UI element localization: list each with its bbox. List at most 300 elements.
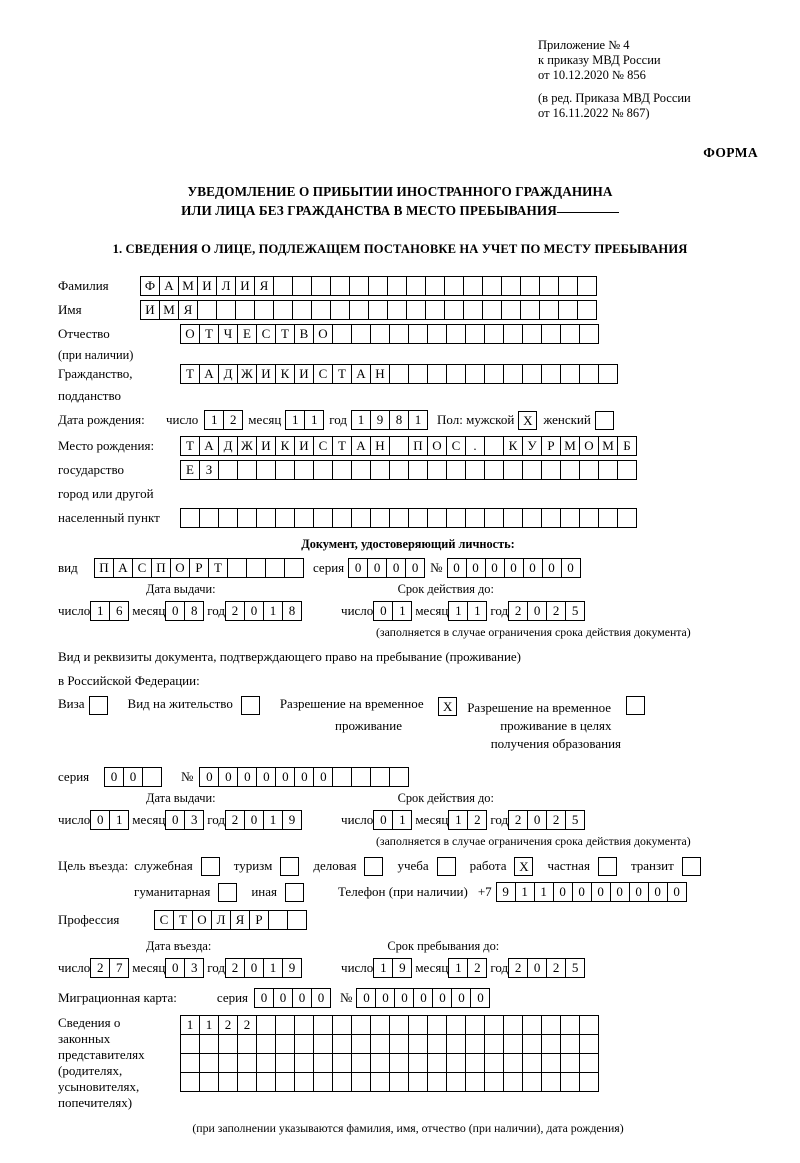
cell[interactable]: 2 bbox=[467, 810, 487, 830]
cell[interactable] bbox=[256, 460, 276, 480]
legal-rep-grid[interactable] bbox=[180, 1015, 598, 1091]
cell[interactable] bbox=[465, 460, 485, 480]
birthdate-year-input[interactable] bbox=[351, 410, 427, 430]
cell[interactable] bbox=[370, 508, 390, 528]
cell[interactable] bbox=[541, 1015, 561, 1035]
cell[interactable]: 2 bbox=[546, 601, 566, 621]
cell[interactable] bbox=[349, 300, 369, 320]
cell[interactable]: П bbox=[408, 436, 428, 456]
cell[interactable] bbox=[292, 276, 312, 296]
cell[interactable] bbox=[558, 276, 578, 296]
doc-number-input[interactable] bbox=[447, 558, 580, 578]
cell[interactable] bbox=[577, 276, 597, 296]
cell[interactable]: С bbox=[313, 364, 333, 384]
cell[interactable] bbox=[446, 460, 466, 480]
cell[interactable] bbox=[408, 460, 428, 480]
cell[interactable]: И bbox=[235, 276, 255, 296]
cell[interactable]: 9 bbox=[496, 882, 516, 902]
cell[interactable]: Р bbox=[189, 558, 209, 578]
cell[interactable] bbox=[465, 324, 485, 344]
cell[interactable] bbox=[351, 1072, 371, 1092]
cell[interactable] bbox=[199, 1034, 219, 1054]
patronymic-input[interactable] bbox=[180, 324, 598, 344]
cell[interactable] bbox=[273, 276, 293, 296]
cell[interactable]: М bbox=[598, 436, 618, 456]
cell[interactable] bbox=[351, 1053, 371, 1073]
name-input[interactable] bbox=[140, 300, 596, 320]
stay-valid-day-input[interactable] bbox=[373, 810, 411, 830]
cell[interactable] bbox=[294, 1072, 314, 1092]
cell[interactable]: 1 bbox=[109, 810, 129, 830]
cell[interactable]: 8 bbox=[282, 601, 302, 621]
cell[interactable] bbox=[522, 324, 542, 344]
cell[interactable] bbox=[427, 508, 447, 528]
cell[interactable]: 0 bbox=[165, 810, 185, 830]
cell[interactable] bbox=[579, 324, 599, 344]
cell[interactable]: Я bbox=[178, 300, 198, 320]
cell[interactable] bbox=[541, 460, 561, 480]
cell[interactable]: Е bbox=[180, 460, 200, 480]
cell[interactable] bbox=[446, 1015, 466, 1035]
cell[interactable] bbox=[389, 324, 409, 344]
cell[interactable] bbox=[463, 300, 483, 320]
cell[interactable] bbox=[541, 324, 561, 344]
cell[interactable]: 0 bbox=[527, 810, 547, 830]
cell[interactable] bbox=[465, 1072, 485, 1092]
cell[interactable] bbox=[389, 767, 409, 787]
cell[interactable]: Ф bbox=[140, 276, 160, 296]
cell[interactable] bbox=[180, 508, 200, 528]
cell[interactable] bbox=[351, 1015, 371, 1035]
cell[interactable] bbox=[370, 460, 390, 480]
cell[interactable]: 2 bbox=[508, 810, 528, 830]
cell[interactable] bbox=[370, 324, 390, 344]
purpose-checkbox-5[interactable] bbox=[598, 857, 617, 876]
cell[interactable]: О bbox=[313, 324, 333, 344]
cell[interactable]: 1 bbox=[263, 810, 283, 830]
cell[interactable] bbox=[273, 300, 293, 320]
cell[interactable]: А bbox=[199, 436, 219, 456]
cell[interactable]: 2 bbox=[546, 958, 566, 978]
cell[interactable]: С bbox=[313, 436, 333, 456]
cell[interactable]: Т bbox=[180, 364, 200, 384]
cell[interactable] bbox=[520, 276, 540, 296]
cell[interactable] bbox=[237, 1072, 257, 1092]
cell[interactable]: 1 bbox=[392, 601, 412, 621]
cell[interactable] bbox=[465, 364, 485, 384]
cell[interactable]: К bbox=[503, 436, 523, 456]
legal-rep-row[interactable] bbox=[180, 1072, 598, 1092]
cell[interactable] bbox=[370, 1034, 390, 1054]
cell[interactable] bbox=[275, 460, 295, 480]
cell[interactable] bbox=[313, 1072, 333, 1092]
cell[interactable] bbox=[256, 1034, 276, 1054]
cell[interactable]: В bbox=[294, 324, 314, 344]
cell[interactable] bbox=[425, 276, 445, 296]
cell[interactable]: 0 bbox=[648, 882, 668, 902]
cell[interactable] bbox=[446, 364, 466, 384]
cell[interactable]: 1 bbox=[373, 958, 393, 978]
cell[interactable]: О bbox=[579, 436, 599, 456]
cell[interactable] bbox=[227, 558, 247, 578]
cell[interactable] bbox=[427, 460, 447, 480]
stay-until-day-input[interactable] bbox=[373, 958, 411, 978]
cell[interactable] bbox=[275, 1015, 295, 1035]
cell[interactable] bbox=[503, 1034, 523, 1054]
cell[interactable]: 1 bbox=[534, 882, 554, 902]
cell[interactable]: 1 bbox=[351, 410, 371, 430]
cell[interactable] bbox=[406, 276, 426, 296]
cell[interactable] bbox=[501, 300, 521, 320]
cell[interactable] bbox=[617, 508, 637, 528]
doc-valid-year-input[interactable] bbox=[508, 601, 584, 621]
cell[interactable]: Я bbox=[230, 910, 250, 930]
cell[interactable]: Я bbox=[254, 276, 274, 296]
cell[interactable] bbox=[330, 300, 350, 320]
cell[interactable] bbox=[287, 910, 307, 930]
cell[interactable] bbox=[237, 1034, 257, 1054]
purpose-checkbox-2[interactable] bbox=[364, 857, 383, 876]
cell[interactable]: Т bbox=[180, 436, 200, 456]
cell[interactable]: И bbox=[256, 436, 276, 456]
cell[interactable] bbox=[465, 1015, 485, 1035]
cell[interactable] bbox=[408, 1034, 428, 1054]
cell[interactable] bbox=[539, 276, 559, 296]
cell[interactable]: 0 bbox=[375, 988, 395, 1008]
cell[interactable] bbox=[265, 558, 285, 578]
cell[interactable] bbox=[427, 324, 447, 344]
cell[interactable] bbox=[389, 1072, 409, 1092]
cell[interactable] bbox=[292, 300, 312, 320]
cell[interactable]: 1 bbox=[199, 1015, 219, 1035]
cell[interactable] bbox=[598, 508, 618, 528]
cell[interactable] bbox=[579, 1034, 599, 1054]
cell[interactable] bbox=[256, 508, 276, 528]
cell[interactable] bbox=[313, 1034, 333, 1054]
cell[interactable] bbox=[408, 324, 428, 344]
cell[interactable]: 0 bbox=[104, 767, 124, 787]
cell[interactable] bbox=[256, 1072, 276, 1092]
cell[interactable]: А bbox=[199, 364, 219, 384]
cell[interactable] bbox=[218, 460, 238, 480]
cell[interactable] bbox=[579, 364, 599, 384]
cell[interactable] bbox=[598, 460, 618, 480]
cell[interactable] bbox=[560, 1034, 580, 1054]
cell[interactable] bbox=[408, 508, 428, 528]
cell[interactable] bbox=[408, 1015, 428, 1035]
cell[interactable] bbox=[522, 1053, 542, 1073]
cell[interactable] bbox=[503, 364, 523, 384]
cell[interactable]: И bbox=[140, 300, 160, 320]
cell[interactable] bbox=[275, 508, 295, 528]
cell[interactable] bbox=[351, 508, 371, 528]
cell[interactable]: П bbox=[151, 558, 171, 578]
cell[interactable] bbox=[180, 1072, 200, 1092]
cell[interactable] bbox=[484, 1072, 504, 1092]
cell[interactable]: З bbox=[199, 460, 219, 480]
cell[interactable]: Д bbox=[218, 364, 238, 384]
cell[interactable]: О bbox=[170, 558, 190, 578]
cell[interactable]: 0 bbox=[256, 767, 276, 787]
cell[interactable] bbox=[235, 300, 255, 320]
cell[interactable]: Ч bbox=[218, 324, 238, 344]
cell[interactable] bbox=[351, 767, 371, 787]
cell[interactable]: 5 bbox=[565, 958, 585, 978]
cell[interactable]: Р bbox=[249, 910, 269, 930]
cell[interactable] bbox=[427, 1053, 447, 1073]
stay-valid-month-input[interactable] bbox=[448, 810, 486, 830]
cell[interactable] bbox=[199, 1072, 219, 1092]
cell[interactable]: 1 bbox=[515, 882, 535, 902]
cell[interactable]: 0 bbox=[254, 988, 274, 1008]
cell[interactable] bbox=[216, 300, 236, 320]
cell[interactable]: 0 bbox=[123, 767, 143, 787]
cell[interactable]: 9 bbox=[392, 958, 412, 978]
doc-issue-day-input[interactable] bbox=[90, 601, 128, 621]
cell[interactable]: Т bbox=[208, 558, 228, 578]
cell[interactable]: 0 bbox=[311, 988, 331, 1008]
stay-issue-day-input[interactable] bbox=[90, 810, 128, 830]
cell[interactable] bbox=[294, 460, 314, 480]
stay-valid-year-input[interactable] bbox=[508, 810, 584, 830]
cell[interactable] bbox=[332, 1053, 352, 1073]
cell[interactable]: 0 bbox=[386, 558, 406, 578]
cell[interactable]: 2 bbox=[90, 958, 110, 978]
cell[interactable]: 1 bbox=[448, 958, 468, 978]
cell[interactable] bbox=[332, 1015, 352, 1035]
cell[interactable] bbox=[268, 910, 288, 930]
cell[interactable] bbox=[560, 1015, 580, 1035]
cell[interactable]: М bbox=[159, 300, 179, 320]
cell[interactable] bbox=[332, 508, 352, 528]
cell[interactable] bbox=[560, 508, 580, 528]
cell[interactable] bbox=[370, 1072, 390, 1092]
cell[interactable]: 0 bbox=[165, 958, 185, 978]
cell[interactable] bbox=[560, 1072, 580, 1092]
purpose-checkbox-1[interactable] bbox=[280, 857, 299, 876]
cell[interactable] bbox=[484, 436, 504, 456]
cell[interactable] bbox=[465, 1034, 485, 1054]
cell[interactable]: 0 bbox=[527, 958, 547, 978]
stay-number-input[interactable] bbox=[199, 767, 408, 787]
cell[interactable] bbox=[370, 767, 390, 787]
cell[interactable]: 9 bbox=[282, 958, 302, 978]
cell[interactable]: Н bbox=[370, 436, 390, 456]
cell[interactable]: М bbox=[178, 276, 198, 296]
cell[interactable] bbox=[503, 1072, 523, 1092]
cell[interactable] bbox=[444, 276, 464, 296]
cell[interactable] bbox=[389, 1053, 409, 1073]
cell[interactable]: 1 bbox=[304, 410, 324, 430]
cell[interactable] bbox=[406, 300, 426, 320]
cell[interactable] bbox=[579, 508, 599, 528]
cell[interactable] bbox=[444, 300, 464, 320]
cell[interactable]: К bbox=[275, 436, 295, 456]
cell[interactable] bbox=[503, 1053, 523, 1073]
doc-type-input[interactable] bbox=[94, 558, 303, 578]
cell[interactable] bbox=[484, 460, 504, 480]
stay-until-month-input[interactable] bbox=[448, 958, 486, 978]
cell[interactable]: 0 bbox=[356, 988, 376, 1008]
cell[interactable] bbox=[284, 558, 304, 578]
cell[interactable] bbox=[539, 300, 559, 320]
cell[interactable]: 0 bbox=[527, 601, 547, 621]
cell[interactable]: 2 bbox=[508, 601, 528, 621]
purpose-checkbox-6[interactable] bbox=[682, 857, 701, 876]
cell[interactable]: 2 bbox=[237, 1015, 257, 1035]
cell[interactable] bbox=[237, 460, 257, 480]
cell[interactable] bbox=[294, 1034, 314, 1054]
cell[interactable] bbox=[465, 508, 485, 528]
cell[interactable]: 1 bbox=[90, 601, 110, 621]
cell[interactable] bbox=[370, 1053, 390, 1073]
cell[interactable] bbox=[408, 364, 428, 384]
cell[interactable] bbox=[313, 460, 333, 480]
cell[interactable] bbox=[294, 508, 314, 528]
cell[interactable]: 2 bbox=[225, 601, 245, 621]
cell[interactable] bbox=[482, 300, 502, 320]
doc-valid-month-input[interactable] bbox=[448, 601, 486, 621]
cell[interactable] bbox=[484, 364, 504, 384]
cell[interactable] bbox=[197, 300, 217, 320]
cell[interactable]: 0 bbox=[591, 882, 611, 902]
purpose-checkbox-0[interactable] bbox=[201, 857, 220, 876]
cell[interactable] bbox=[522, 1072, 542, 1092]
cell[interactable]: 0 bbox=[504, 558, 524, 578]
cell[interactable]: 0 bbox=[572, 882, 592, 902]
cell[interactable] bbox=[218, 1034, 238, 1054]
cell[interactable] bbox=[294, 1015, 314, 1035]
cell[interactable]: 0 bbox=[553, 882, 573, 902]
cell[interactable] bbox=[370, 1015, 390, 1035]
cell[interactable]: 0 bbox=[313, 767, 333, 787]
cell[interactable]: 0 bbox=[237, 767, 257, 787]
cell[interactable]: 1 bbox=[263, 958, 283, 978]
cell[interactable]: 0 bbox=[273, 988, 293, 1008]
birthdate-day-input[interactable] bbox=[204, 410, 242, 430]
cell[interactable]: О bbox=[192, 910, 212, 930]
stay-until-year-input[interactable] bbox=[508, 958, 584, 978]
cell[interactable]: М bbox=[560, 436, 580, 456]
doc-valid-day-input[interactable] bbox=[373, 601, 411, 621]
cell[interactable]: С bbox=[154, 910, 174, 930]
cell[interactable] bbox=[484, 508, 504, 528]
cell[interactable] bbox=[427, 364, 447, 384]
cell[interactable]: 0 bbox=[199, 767, 219, 787]
cell[interactable] bbox=[237, 508, 257, 528]
cell[interactable]: А bbox=[113, 558, 133, 578]
cell[interactable] bbox=[579, 460, 599, 480]
cell[interactable]: 5 bbox=[565, 601, 585, 621]
cell[interactable] bbox=[463, 276, 483, 296]
cell[interactable] bbox=[598, 364, 618, 384]
cell[interactable]: 2 bbox=[467, 958, 487, 978]
cell[interactable] bbox=[560, 460, 580, 480]
cell[interactable] bbox=[560, 324, 580, 344]
cell[interactable]: И bbox=[294, 436, 314, 456]
cell[interactable] bbox=[389, 364, 409, 384]
cell[interactable]: А bbox=[351, 364, 371, 384]
cell[interactable]: А bbox=[159, 276, 179, 296]
migration-number-input[interactable] bbox=[356, 988, 489, 1008]
edu-residence-checkbox[interactable] bbox=[626, 696, 645, 715]
cell[interactable] bbox=[408, 1053, 428, 1073]
cell[interactable] bbox=[180, 1034, 200, 1054]
cell[interactable] bbox=[446, 324, 466, 344]
cell[interactable] bbox=[294, 1053, 314, 1073]
cell[interactable]: 0 bbox=[451, 988, 471, 1008]
cell[interactable] bbox=[541, 364, 561, 384]
cell[interactable] bbox=[368, 300, 388, 320]
purpose2-checkbox-0[interactable] bbox=[218, 883, 237, 902]
cell[interactable]: У bbox=[522, 436, 542, 456]
cell[interactable] bbox=[503, 508, 523, 528]
purpose-checkbox-3[interactable] bbox=[437, 857, 456, 876]
cell[interactable]: 9 bbox=[282, 810, 302, 830]
birthdate-month-input[interactable] bbox=[285, 410, 323, 430]
cell[interactable]: С bbox=[256, 324, 276, 344]
cell[interactable]: К bbox=[275, 364, 295, 384]
cell[interactable] bbox=[256, 1053, 276, 1073]
cell[interactable] bbox=[577, 300, 597, 320]
entry-year-input[interactable] bbox=[225, 958, 301, 978]
cell[interactable] bbox=[427, 1015, 447, 1035]
birthplace-line-3[interactable] bbox=[180, 508, 636, 528]
cell[interactable]: Л bbox=[211, 910, 231, 930]
cell[interactable]: 1 bbox=[285, 410, 305, 430]
cell[interactable] bbox=[332, 767, 352, 787]
cell[interactable]: 1 bbox=[467, 601, 487, 621]
cell[interactable] bbox=[427, 1034, 447, 1054]
cell[interactable]: 2 bbox=[546, 810, 566, 830]
cell[interactable]: 1 bbox=[448, 601, 468, 621]
entry-month-input[interactable] bbox=[165, 958, 203, 978]
cell[interactable] bbox=[484, 1053, 504, 1073]
cell[interactable] bbox=[522, 460, 542, 480]
cell[interactable]: О bbox=[427, 436, 447, 456]
doc-series-input[interactable] bbox=[348, 558, 424, 578]
cell[interactable] bbox=[522, 1015, 542, 1035]
cell[interactable]: 0 bbox=[394, 988, 414, 1008]
cell[interactable]: 1 bbox=[180, 1015, 200, 1035]
cell[interactable]: Т bbox=[332, 364, 352, 384]
cell[interactable] bbox=[541, 508, 561, 528]
cell[interactable]: 0 bbox=[432, 988, 452, 1008]
cell[interactable]: 1 bbox=[263, 601, 283, 621]
cell[interactable]: И bbox=[256, 364, 276, 384]
cell[interactable]: 0 bbox=[165, 601, 185, 621]
cell[interactable]: 0 bbox=[367, 558, 387, 578]
cell[interactable]: 2 bbox=[225, 810, 245, 830]
cell[interactable] bbox=[522, 1034, 542, 1054]
cell[interactable] bbox=[446, 508, 466, 528]
cell[interactable] bbox=[427, 1072, 447, 1092]
legal-rep-row[interactable] bbox=[180, 1034, 598, 1054]
stay-series-input[interactable] bbox=[104, 767, 161, 787]
cell[interactable]: 0 bbox=[466, 558, 486, 578]
cell[interactable] bbox=[218, 1072, 238, 1092]
cell[interactable]: С bbox=[132, 558, 152, 578]
sex-male-checkbox[interactable]: X bbox=[518, 411, 537, 430]
cell[interactable]: 0 bbox=[405, 558, 425, 578]
cell[interactable] bbox=[387, 276, 407, 296]
cell[interactable]: Т bbox=[275, 324, 295, 344]
cell[interactable] bbox=[446, 1072, 466, 1092]
cell[interactable] bbox=[275, 1034, 295, 1054]
cell[interactable]: 5 bbox=[565, 810, 585, 830]
cell[interactable]: 0 bbox=[542, 558, 562, 578]
cell[interactable]: 8 bbox=[184, 601, 204, 621]
